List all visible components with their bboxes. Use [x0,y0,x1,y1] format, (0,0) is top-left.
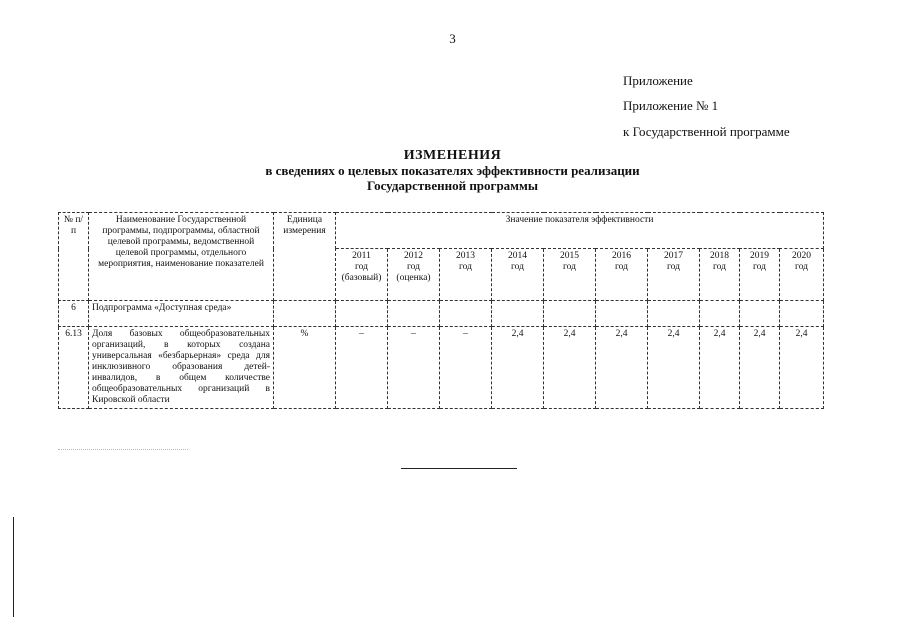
header-year-cell [492,249,544,301]
row-value: 2,4 [648,327,700,409]
header-year-cell [780,249,824,301]
row-value: – [388,327,440,409]
page-number: 3 [449,31,456,46]
document-title [0,148,905,193]
year-label: год [667,262,680,272]
table-row [59,327,824,409]
table-row [59,301,824,327]
row-num: 6.13 [59,327,89,409]
row-unit [274,301,336,327]
row-value [336,301,388,327]
row-num: 6 [59,301,89,327]
year-label: год [407,262,420,272]
title-main: ИЗМЕНЕНИЯ [403,148,502,163]
year-number: 2015 [560,251,579,261]
year-number: 2012 [404,251,423,261]
row-value: 2,4 [544,327,596,409]
year-number: 2018 [710,251,729,261]
header-num: № п/п [59,213,89,301]
row-value [740,301,780,327]
year-label: год [511,262,524,272]
year-label: год [459,262,472,272]
row-value: – [336,327,388,409]
year-number: 2013 [456,251,475,261]
end-rule [401,468,517,469]
row-value [440,301,492,327]
year-label: год [795,262,809,272]
header-year-cell [388,249,440,301]
row-value: 2,4 [700,327,740,409]
appendix-line-1: Приложение [623,73,693,88]
title-subtitle-2: Государственной программы [366,178,539,193]
year-number: 2019 [750,251,769,261]
margin-line [13,517,14,617]
row-value: 2,4 [780,327,824,409]
scan-artifact-dash [58,449,188,450]
row-value [648,301,700,327]
header-year-cell [740,249,780,301]
row-name: Подпрограмма «Доступная среда» [89,301,274,327]
row-value [780,301,824,327]
header-unit: Единица измерения [274,213,336,301]
row-value [544,301,596,327]
header-year-cell [700,249,740,301]
appendix-line-3: к Государственной программе [623,124,790,139]
header-name: Наименование Государственной программы, подпрограммы, областной целевой программы, ведомственной целевой программы, отдельного мероприятия, наименование показателей [89,213,274,301]
year-label: год [615,262,628,272]
year-note: (базовый) [341,273,382,283]
row-value: 2,4 [740,327,780,409]
year-label: год [355,262,368,272]
row-value: 2,4 [596,327,648,409]
header-values: Значение показателя эффективности [336,213,824,249]
year-label: год [753,262,766,272]
title-subtitle-1: в сведениях о целевых показателях эффективности реализации [265,163,640,178]
row-value [596,301,648,327]
year-number: 2011 [352,251,371,261]
year-number: 2020 [792,251,812,261]
year-note: (оценка) [396,273,431,283]
year-label: год [713,262,726,272]
row-value [388,301,440,327]
header-row-top [59,213,824,249]
row-value: – [440,327,492,409]
row-value [700,301,740,327]
header-year-cell [440,249,492,301]
appendix-line-2: Приложение № 1 [623,98,719,113]
year-number: 2016 [612,251,631,261]
header-year-cell [544,249,596,301]
row-name: Доля базовых общеобразовательных организаций, в которых создана универсальная «безбарьерная» среда для инклюзивного образования детей-инвалидов, в общем количестве общеобразовательных организаций в Кировской области [89,327,274,409]
row-value: 2,4 [492,327,544,409]
header-year-cell [648,249,700,301]
year-number: 2014 [508,251,527,261]
row-unit: % [274,327,336,409]
indicators-table [58,212,824,409]
year-number: 2017 [664,251,683,261]
header-year-cell [336,249,388,301]
header-year-cell [596,249,648,301]
row-value [492,301,544,327]
year-label: год [563,262,576,272]
